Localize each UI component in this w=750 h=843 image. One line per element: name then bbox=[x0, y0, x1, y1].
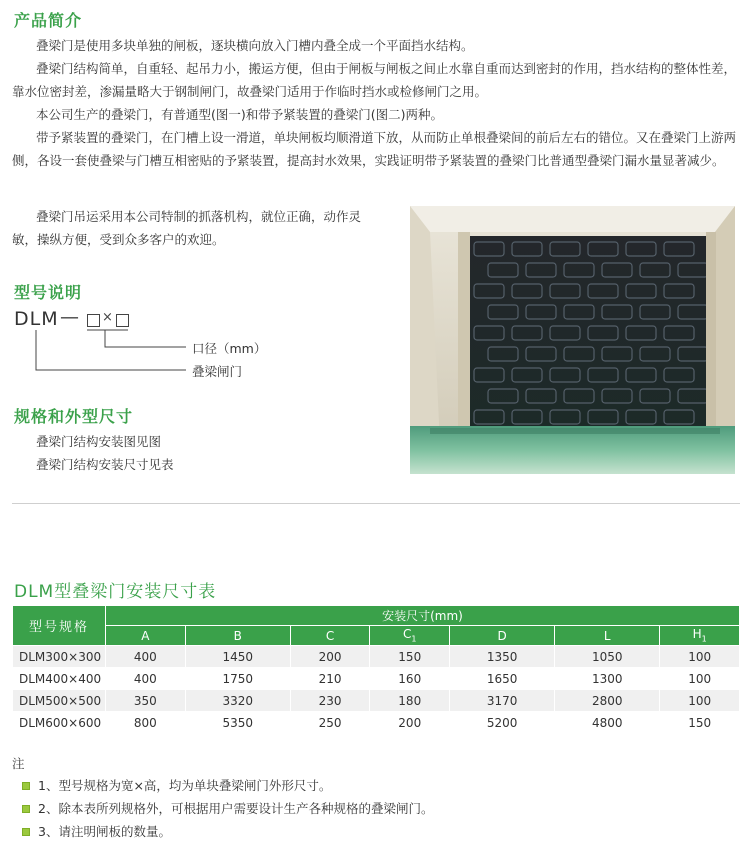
label-diameter: 口径（mm） bbox=[192, 341, 267, 356]
value-cell: 100 bbox=[660, 690, 740, 712]
value-cell: 200 bbox=[370, 712, 450, 734]
note-text: 3、请注明闸板的数量。 bbox=[38, 824, 171, 839]
square-bullet-icon bbox=[22, 805, 30, 813]
model-leader-lines bbox=[0, 0, 200, 380]
value-cell: 4800 bbox=[555, 712, 660, 734]
model-cell: DLM300×300 bbox=[13, 646, 106, 668]
value-cell: 3320 bbox=[185, 690, 290, 712]
stoplog-gate-photo bbox=[410, 206, 735, 474]
section-divider bbox=[12, 503, 740, 504]
value-cell: 1300 bbox=[555, 668, 660, 690]
value-cell: 200 bbox=[290, 646, 370, 668]
value-cell: 1450 bbox=[185, 646, 290, 668]
table-title: DLM型叠梁门安装尺寸表 bbox=[14, 582, 217, 602]
model-times: × bbox=[102, 310, 113, 325]
model-code: DLM bbox=[14, 308, 59, 330]
value-cell: 100 bbox=[660, 646, 740, 668]
value-cell: 160 bbox=[370, 668, 450, 690]
note-text: 1、型号规格为宽×高，均为单块叠梁闸门外形尺寸。 bbox=[38, 778, 332, 793]
value-cell: 5200 bbox=[450, 712, 555, 734]
spec-heading: 规格和外型尺寸 bbox=[14, 407, 134, 426]
intro-paragraph-4: 带予紧装置的叠梁门，在门槽上设一滑道，单块闸板均顺滑道下放，从而防止单根叠梁间的前后左右的错位。又在叠梁门上游两侧，各设一套使叠梁与门槽互相密贴的予紧装置，提高封水效果，实践证明带予紧装置的叠梁门比普通型叠梁门漏水量显著减少。 bbox=[12, 130, 737, 168]
column-header-a: A bbox=[106, 626, 186, 646]
model-dash: — bbox=[60, 306, 79, 328]
value-cell: 1350 bbox=[450, 646, 555, 668]
intro-paragraph-5: 叠梁门吊运采用本公司特制的抓落机构，就位正确，动作灵敏，操纵方便，受到众多客户的欢迎。 bbox=[12, 209, 362, 247]
square-bullet-icon bbox=[22, 828, 30, 836]
column-header-c1: $C_1$ bbox=[370, 626, 450, 646]
table-header-row-2 bbox=[13, 626, 740, 646]
model-heading: 型号说明 bbox=[14, 283, 83, 302]
table-row bbox=[13, 712, 740, 734]
notes-title: 注 bbox=[12, 756, 25, 771]
column-header-d: D bbox=[450, 626, 555, 646]
column-header-b: B bbox=[185, 626, 290, 646]
value-cell: 1650 bbox=[450, 668, 555, 690]
value-cell: 150 bbox=[660, 712, 740, 734]
value-cell: 800 bbox=[106, 712, 186, 734]
stoplog-gate-illustration bbox=[410, 206, 735, 474]
size-group-header: 安装尺寸(mm) bbox=[106, 606, 740, 626]
note-item-3 bbox=[22, 822, 171, 840]
install-size-table bbox=[12, 605, 740, 734]
value-cell: 210 bbox=[290, 668, 370, 690]
label-gate-name: 叠梁闸门 bbox=[192, 364, 243, 379]
value-cell: 400 bbox=[106, 646, 186, 668]
spec-line-1: 叠梁门结构安装图见图 bbox=[36, 434, 162, 449]
table-body bbox=[13, 646, 740, 734]
value-cell: 2800 bbox=[555, 690, 660, 712]
value-cell: 5350 bbox=[185, 712, 290, 734]
column-header-h1: $H_1$ bbox=[660, 626, 740, 646]
value-cell: 1750 bbox=[185, 668, 290, 690]
intro-heading: 产品简介 bbox=[14, 11, 83, 30]
model-column-header: 型号规格 bbox=[13, 606, 106, 646]
note-item-2 bbox=[22, 799, 433, 817]
value-cell: 400 bbox=[106, 668, 186, 690]
value-cell: 1050 bbox=[555, 646, 660, 668]
model-cell: DLM600×600 bbox=[13, 712, 106, 734]
column-header-l: L bbox=[555, 626, 660, 646]
value-cell: 150 bbox=[370, 646, 450, 668]
value-cell: 100 bbox=[660, 668, 740, 690]
intro-paragraph-2: 叠梁门结构简单，自重轻、起吊力小，搬运方便，但由于闸板与闸板之间止水靠自重而达到密封的作用，挡水结构的整体性差，靠水位密封差，渗漏量略大于钢制闸门，故叠梁门适用于作临时挡水或检修闸门之用。 bbox=[12, 61, 737, 99]
spec-line-2: 叠梁门结构安装尺寸见表 bbox=[36, 457, 174, 472]
value-cell: 250 bbox=[290, 712, 370, 734]
table-row bbox=[13, 668, 740, 690]
note-text: 2、除本表所列规格外，可根据用户需要设计生产各种规格的叠梁闸门。 bbox=[38, 801, 434, 816]
table-row bbox=[13, 646, 740, 668]
column-header-c: C bbox=[290, 626, 370, 646]
table-header-row-1 bbox=[13, 606, 740, 626]
value-cell: 180 bbox=[370, 690, 450, 712]
model-cell: DLM400×400 bbox=[13, 668, 106, 690]
intro-paragraph-1: 叠梁门是使用多块单独的闸板，逐块横向放入门槽内叠全成一个平面挡水结构。 bbox=[36, 38, 474, 53]
table-row bbox=[13, 690, 740, 712]
model-cell: DLM500×500 bbox=[13, 690, 106, 712]
value-cell: 3170 bbox=[450, 690, 555, 712]
note-item-1 bbox=[22, 776, 331, 794]
value-cell: 350 bbox=[106, 690, 186, 712]
square-bullet-icon bbox=[22, 782, 30, 790]
value-cell: 230 bbox=[290, 690, 370, 712]
intro-paragraph-3: 本公司生产的叠梁门，有普通型(图一)和带予紧装置的叠梁门(图二)两种。 bbox=[36, 107, 444, 122]
